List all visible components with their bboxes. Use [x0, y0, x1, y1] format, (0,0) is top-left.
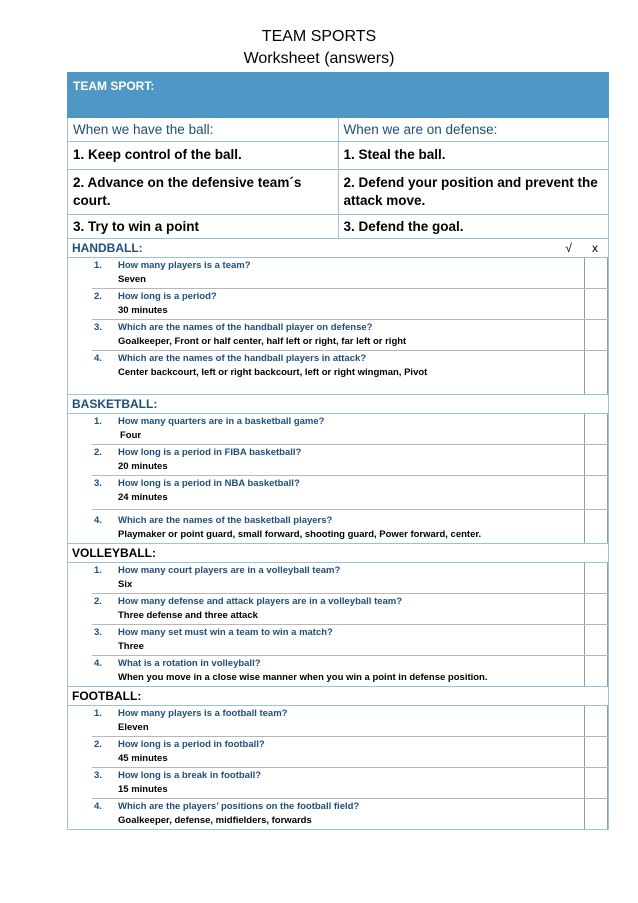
section-heading: [68, 395, 608, 414]
question-number: 4.: [94, 353, 102, 364]
principle-row: [67, 215, 609, 239]
question-text: How many players is a football team?: [118, 708, 288, 719]
question-text: How many players is a team?: [118, 260, 251, 271]
section-heading: [68, 544, 608, 563]
section-heading: [68, 687, 608, 706]
section-volleyball: [67, 544, 609, 687]
page-subtitle: Worksheet (answers): [243, 50, 395, 67]
section-title: BASKETBALL:: [72, 397, 158, 411]
question-text: How long is a period in NBA basketball?: [118, 478, 300, 489]
answer-text: Six: [118, 579, 133, 590]
answer-text: Goalkeeper, defense, midfielders, forwards: [118, 815, 312, 826]
principle-defense: 3. Defend the goal.: [339, 215, 610, 239]
question-text: How long is a period in FIBA basketball?: [118, 447, 302, 458]
question-number: 4.: [94, 801, 102, 812]
question-item: [92, 351, 608, 394]
principle-ball: 3. Try to win a point: [68, 215, 339, 239]
check-box[interactable]: [584, 594, 608, 624]
answer-text: Seven: [118, 274, 146, 285]
question-item: [92, 289, 608, 320]
principle-ball: 2. Advance on the defensive team´s court.: [68, 170, 339, 215]
question-item: [92, 799, 608, 829]
answer-text: 24 minutes: [118, 492, 168, 503]
question-number: 3.: [94, 770, 102, 781]
section-football: [67, 687, 609, 830]
column-header-ball: When we have the ball:: [68, 118, 339, 142]
section-handball: [67, 239, 609, 395]
column-header-defense: When we are on defense:: [339, 118, 610, 142]
question-number: 3.: [94, 627, 102, 638]
answer-text: Three defense and three attack: [118, 610, 258, 621]
principle-row: [67, 142, 609, 170]
check-box[interactable]: [584, 706, 608, 736]
answer-text: 45 minutes: [118, 753, 168, 764]
question-text: How many defense and attack players are in a volleyball team?: [118, 596, 403, 607]
cross-column-label: x: [592, 241, 598, 255]
answer-text: Eleven: [118, 722, 149, 733]
question-number: 3.: [94, 478, 102, 489]
question-text: Which are the players’ positions on the football field?: [118, 801, 360, 812]
check-box[interactable]: [584, 510, 608, 543]
question-item: [92, 625, 608, 656]
question-text: How many set must win a team to win a match?: [118, 627, 333, 638]
check-box[interactable]: [584, 258, 608, 288]
question-number: 2.: [94, 596, 102, 607]
check-box[interactable]: [584, 414, 608, 444]
answer-text: Center backcourt, left or right backcourt, left or right wingman, Pivot: [118, 367, 428, 378]
question-item: [92, 476, 608, 510]
question-item: [92, 563, 608, 594]
question-item: [92, 445, 608, 476]
answer-text: Goalkeeper, Front or half center, half left or right, far left or right: [118, 336, 407, 347]
principle-row: [67, 170, 609, 215]
section-title: VOLLEYBALL:: [72, 546, 156, 560]
question-number: 2.: [94, 739, 102, 750]
question-item: [92, 656, 608, 686]
question-text: How many court players are in a volleyball team?: [118, 565, 341, 576]
question-text: How long is a period in football?: [118, 739, 265, 750]
answer-text: Three: [118, 641, 144, 652]
question-number: 4.: [94, 658, 102, 669]
principle-defense: 2. Defend your position and prevent the attack move.: [339, 170, 610, 215]
check-box[interactable]: [584, 476, 608, 509]
page-title: TEAM SPORTS: [261, 28, 377, 45]
principle-ball: 1. Keep control of the ball.: [68, 142, 339, 170]
question-item: [92, 706, 608, 737]
answer-text: Playmaker or point guard, small forward, shooting guard, Power forward, center.: [118, 529, 482, 540]
question-item: [92, 258, 608, 289]
question-item: [92, 594, 608, 625]
worksheet: [67, 72, 609, 830]
check-box[interactable]: [584, 445, 608, 475]
question-item: [92, 510, 608, 543]
check-box[interactable]: [584, 625, 608, 655]
question-number: 3.: [94, 322, 102, 333]
check-box[interactable]: [584, 289, 608, 319]
question-text: Which are the names of the handball player on defense?: [118, 322, 373, 333]
question-number: 2.: [94, 447, 102, 458]
question-text: Which are the names of the handball players in attack?: [118, 353, 367, 364]
answer-text: 30 minutes: [118, 305, 168, 316]
question-item: [92, 768, 608, 799]
check-box[interactable]: [584, 563, 608, 593]
check-box[interactable]: [584, 737, 608, 767]
check-box[interactable]: [584, 320, 608, 350]
question-number: 1.: [94, 565, 102, 576]
team-sport-header: TEAM SPORT:: [67, 72, 609, 118]
question-text: How long is a break in football?: [118, 770, 262, 781]
question-number: 1.: [94, 708, 102, 719]
question-text: What is a rotation in volleyball?: [118, 658, 261, 669]
question-text: Which are the names of the basketball players?: [118, 515, 333, 526]
check-box[interactable]: [584, 656, 608, 686]
principle-defense: 1. Steal the ball.: [339, 142, 610, 170]
question-text: How long is a period?: [118, 291, 217, 302]
question-number: 2.: [94, 291, 102, 302]
answer-text: Four: [120, 430, 142, 441]
question-number: 1.: [94, 260, 102, 271]
check-box[interactable]: [584, 799, 608, 829]
section-title: FOOTBALL:: [72, 689, 142, 703]
answer-text: 20 minutes: [118, 461, 168, 472]
question-item: [92, 320, 608, 351]
question-text: How many quarters are in a basketball game?: [118, 416, 325, 427]
question-item: [92, 414, 608, 445]
section-title: HANDBALL:: [72, 241, 143, 255]
question-item: [92, 737, 608, 768]
check-column-label: √: [565, 241, 572, 255]
question-number: 1.: [94, 416, 102, 427]
section-heading: [68, 239, 608, 258]
section-basketball: [67, 395, 609, 544]
answer-text: 15 minutes: [118, 784, 168, 795]
check-box[interactable]: [584, 351, 608, 394]
question-number: 4.: [94, 515, 102, 526]
column-headers: [67, 118, 609, 142]
check-box[interactable]: [584, 768, 608, 798]
answer-text: When you move in a close wise manner when you win a point in defense position.: [118, 672, 488, 683]
